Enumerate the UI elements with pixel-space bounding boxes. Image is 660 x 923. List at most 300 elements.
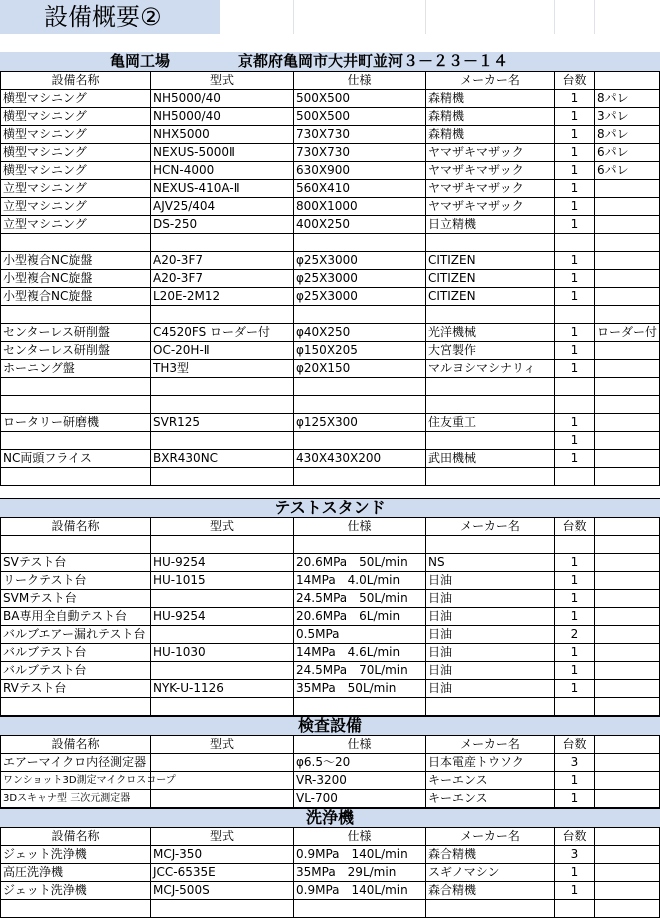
name-cell	[0, 432, 150, 449]
spec-cell: 730X730	[293, 144, 425, 161]
count-cell: 1	[554, 432, 594, 449]
table-row	[0, 342, 660, 360]
model-cell: 型式	[150, 72, 293, 89]
factory-name: 亀岡工場	[110, 52, 171, 70]
model-cell: NEXUS-5000Ⅱ	[150, 144, 293, 161]
maker-cell: 日油	[425, 626, 554, 643]
table-row	[0, 288, 660, 306]
name-cell	[0, 234, 150, 251]
column-header-row	[0, 72, 660, 90]
spec-cell	[293, 432, 425, 449]
count-cell: 1	[554, 662, 594, 679]
spec-cell: φ125X300	[293, 414, 425, 431]
name-cell	[0, 396, 150, 413]
table-row	[0, 590, 660, 608]
note-cell	[594, 554, 660, 571]
note-cell	[594, 882, 660, 899]
table-row	[0, 414, 660, 432]
maker-cell: 森精機	[425, 90, 554, 107]
maker-cell: ヤマザキマザック	[425, 162, 554, 179]
maker-cell: 森精機	[425, 108, 554, 125]
model-cell: DS-250	[150, 216, 293, 233]
model-cell	[150, 234, 293, 251]
count-cell	[554, 698, 594, 715]
table-row	[0, 396, 660, 414]
count-cell: 1	[554, 590, 594, 607]
count-cell: 3	[554, 846, 594, 863]
name-cell: ジェット洗浄機	[0, 846, 150, 863]
model-cell	[150, 432, 293, 449]
count-cell: 台数	[554, 736, 594, 753]
maker-cell: メーカー名	[425, 828, 554, 845]
model-cell: AJV25/404	[150, 198, 293, 215]
note-cell	[594, 270, 660, 287]
model-cell	[150, 900, 293, 917]
note-cell	[594, 698, 660, 715]
count-cell: 2	[554, 626, 594, 643]
name-cell: ワンショット3D測定マイクロスコープ	[0, 772, 150, 789]
spec-cell	[293, 396, 425, 413]
count-cell: 1	[554, 144, 594, 161]
count-cell	[554, 234, 594, 251]
maker-cell: 光洋機械	[425, 324, 554, 341]
table-row	[0, 108, 660, 126]
table-row	[0, 772, 660, 790]
spec-cell: 20.6MPa 50L/min	[293, 554, 425, 571]
spec-cell: φ40X250	[293, 324, 425, 341]
model-cell: MCJ-350	[150, 846, 293, 863]
table-row	[0, 882, 660, 900]
model-cell: L20E-2M12	[150, 288, 293, 305]
note-cell	[594, 518, 660, 535]
name-cell: センターレス研削盤	[0, 324, 150, 341]
table-row	[0, 90, 660, 108]
table-row	[0, 662, 660, 680]
note-cell	[594, 572, 660, 589]
spec-cell	[293, 468, 425, 485]
note-cell	[594, 342, 660, 359]
name-cell: バルブエアー漏れテスト台	[0, 626, 150, 643]
section-header	[0, 808, 660, 828]
spec-cell: 仕様	[293, 736, 425, 753]
spec-cell: 500X500	[293, 108, 425, 125]
note-cell	[594, 864, 660, 881]
table-row	[0, 324, 660, 342]
spec-cell	[293, 378, 425, 395]
model-cell	[150, 536, 293, 553]
note-cell: 3パレ	[594, 108, 660, 125]
equipment-sheet	[0, 52, 660, 923]
table-row	[0, 180, 660, 198]
maker-cell: スギノマシン	[425, 864, 554, 881]
maker-cell: 森合精機	[425, 846, 554, 863]
name-cell: 小型複合NC旋盤	[0, 252, 150, 269]
maker-cell: ヤマザキマザック	[425, 144, 554, 161]
count-cell: 1	[554, 324, 594, 341]
model-cell: MCJ-500S	[150, 882, 293, 899]
table-row	[0, 572, 660, 590]
spec-cell: VL-700	[293, 790, 425, 807]
maker-cell: 日本電産トウソク	[425, 754, 554, 771]
section-title: テストスタンド	[274, 498, 386, 517]
table-row	[0, 468, 660, 486]
maker-cell: マルヨシマシナリィ	[425, 360, 554, 377]
table-row	[0, 450, 660, 468]
count-cell: 台数	[554, 828, 594, 845]
empty-header-grid	[220, 0, 660, 34]
count-cell: 1	[554, 414, 594, 431]
model-cell: A20-3F7	[150, 252, 293, 269]
maker-cell: メーカー名	[425, 518, 554, 535]
spec-cell: VR-3200	[293, 772, 425, 789]
count-cell: 1	[554, 644, 594, 661]
name-cell: 設備名称	[0, 736, 150, 753]
spec-cell: φ25X3000	[293, 288, 425, 305]
model-cell: NHX5000	[150, 126, 293, 143]
name-cell: 横型マシニング	[0, 126, 150, 143]
spec-cell	[293, 698, 425, 715]
count-cell: 1	[554, 180, 594, 197]
name-cell: NC両頭フライス	[0, 450, 150, 467]
note-cell	[594, 396, 660, 413]
spec-cell: 0.9MPa 140L/min	[293, 882, 425, 899]
maker-cell: キーエンス	[425, 772, 554, 789]
note-cell	[594, 180, 660, 197]
model-cell: NH5000/40	[150, 108, 293, 125]
spec-cell: 35MPa 50L/min	[293, 680, 425, 697]
name-cell: RVテスト台	[0, 680, 150, 697]
spec-cell: 800X1000	[293, 198, 425, 215]
count-cell	[554, 468, 594, 485]
count-cell: 1	[554, 450, 594, 467]
table-row	[0, 698, 660, 716]
maker-cell	[425, 432, 554, 449]
model-cell: NH5000/40	[150, 90, 293, 107]
maker-cell: メーカー名	[425, 736, 554, 753]
name-cell: 設備名称	[0, 72, 150, 89]
note-cell	[594, 468, 660, 485]
spec-cell: 24.5MPa 70L/min	[293, 662, 425, 679]
note-cell	[594, 198, 660, 215]
note-cell: 8パレ	[594, 90, 660, 107]
maker-cell	[425, 536, 554, 553]
note-cell	[594, 378, 660, 395]
note-cell: 8パレ	[594, 126, 660, 143]
note-cell	[594, 644, 660, 661]
note-cell: ローダー付	[594, 324, 660, 341]
model-cell	[150, 468, 293, 485]
count-cell: 1	[554, 864, 594, 881]
model-cell: 型式	[150, 518, 293, 535]
count-cell: 1	[554, 790, 594, 807]
name-cell: 横型マシニング	[0, 90, 150, 107]
table-row	[0, 378, 660, 396]
spec-cell	[293, 536, 425, 553]
spec-cell: φ20X150	[293, 360, 425, 377]
spec-cell: 仕様	[293, 72, 425, 89]
model-cell	[150, 396, 293, 413]
spec-cell: φ25X3000	[293, 252, 425, 269]
note-cell	[594, 590, 660, 607]
count-cell: 1	[554, 90, 594, 107]
name-cell: リークテスト台	[0, 572, 150, 589]
model-cell: BXR430NC	[150, 450, 293, 467]
spec-cell: 400X250	[293, 216, 425, 233]
document-title: 設備概要②	[44, 3, 162, 31]
name-cell: バルブテスト台	[0, 644, 150, 661]
name-cell: ロータリー研磨機	[0, 414, 150, 431]
maker-cell: 日立精機	[425, 216, 554, 233]
model-cell: NEXUS-410A-Ⅱ	[150, 180, 293, 197]
maker-cell	[425, 900, 554, 917]
count-cell: 1	[554, 572, 594, 589]
note-cell	[594, 900, 660, 917]
count-cell: 3	[554, 754, 594, 771]
name-cell: 横型マシニング	[0, 162, 150, 179]
table-row	[0, 252, 660, 270]
title-banner	[0, 0, 220, 34]
spec-cell: φ6.5～20	[293, 754, 425, 771]
maker-cell: CITIZEN	[425, 270, 554, 287]
table-row	[0, 680, 660, 698]
model-cell	[150, 626, 293, 643]
note-cell	[594, 216, 660, 233]
count-cell	[554, 900, 594, 917]
model-cell: 型式	[150, 736, 293, 753]
table-row	[0, 198, 660, 216]
note-cell	[594, 288, 660, 305]
spec-cell: 0.5MPa	[293, 626, 425, 643]
table-row	[0, 900, 660, 918]
note-cell	[594, 790, 660, 807]
table-row	[0, 270, 660, 288]
spec-cell	[293, 234, 425, 251]
spec-cell	[293, 306, 425, 323]
table-row	[0, 432, 660, 450]
spec-cell: 仕様	[293, 828, 425, 845]
table-row	[0, 790, 660, 808]
model-cell: NYK-U-1126	[150, 680, 293, 697]
maker-cell: NS	[425, 554, 554, 571]
note-cell	[594, 234, 660, 251]
maker-cell: 日油	[425, 608, 554, 625]
name-cell: エアーマイクロ内径測定器	[0, 754, 150, 771]
count-cell: 1	[554, 772, 594, 789]
count-cell: 台数	[554, 518, 594, 535]
section-header	[0, 498, 660, 518]
note-cell	[594, 608, 660, 625]
model-cell: A20-3F7	[150, 270, 293, 287]
note-cell	[594, 414, 660, 431]
note-cell	[594, 736, 660, 753]
column-header-row	[0, 736, 660, 754]
factory-banner	[0, 52, 660, 72]
count-cell: 1	[554, 554, 594, 571]
note-cell	[594, 846, 660, 863]
model-cell	[150, 378, 293, 395]
maker-cell: 日油	[425, 644, 554, 661]
spec-cell: 14MPa 4.6L/min	[293, 644, 425, 661]
note-cell	[594, 450, 660, 467]
name-cell: ジェット洗浄機	[0, 882, 150, 899]
model-cell: 型式	[150, 828, 293, 845]
model-cell: HU-9254	[150, 608, 293, 625]
count-cell: 1	[554, 882, 594, 899]
spec-cell: 430X430X200	[293, 450, 425, 467]
model-cell: HCN-4000	[150, 162, 293, 179]
maker-cell: CITIZEN	[425, 288, 554, 305]
table-row	[0, 216, 660, 234]
spec-cell: 560X410	[293, 180, 425, 197]
name-cell	[0, 378, 150, 395]
count-cell: 1	[554, 108, 594, 125]
name-cell: 立型マシニング	[0, 216, 150, 233]
section-header	[0, 716, 660, 736]
model-cell	[150, 662, 293, 679]
model-cell: TH3型	[150, 360, 293, 377]
model-cell	[150, 306, 293, 323]
count-cell: 台数	[554, 72, 594, 89]
table-row	[0, 644, 660, 662]
model-cell	[150, 790, 293, 807]
maker-cell: ヤマザキマザック	[425, 180, 554, 197]
table-row	[0, 626, 660, 644]
model-cell	[150, 590, 293, 607]
maker-cell: CITIZEN	[425, 252, 554, 269]
spec-cell: 24.5MPa 50L/min	[293, 590, 425, 607]
maker-cell: 日油	[425, 680, 554, 697]
spec-cell: 仕様	[293, 518, 425, 535]
table-row	[0, 846, 660, 864]
name-cell: 立型マシニング	[0, 198, 150, 215]
note-cell	[594, 72, 660, 89]
name-cell: 横型マシニング	[0, 108, 150, 125]
count-cell: 1	[554, 216, 594, 233]
maker-cell	[425, 234, 554, 251]
maker-cell: ヤマザキマザック	[425, 198, 554, 215]
count-cell	[554, 306, 594, 323]
note-cell	[594, 772, 660, 789]
table-row	[0, 536, 660, 554]
model-cell: C4520FS ローダー付	[150, 324, 293, 341]
spec-cell: 0.9MPa 140L/min	[293, 846, 425, 863]
spec-cell: φ150X205	[293, 342, 425, 359]
maker-cell: 住友重工	[425, 414, 554, 431]
column-header-row	[0, 518, 660, 536]
maker-cell: 日油	[425, 662, 554, 679]
spec-cell: 730X730	[293, 126, 425, 143]
table-row	[0, 126, 660, 144]
maker-cell: 森精機	[425, 126, 554, 143]
model-cell	[150, 754, 293, 771]
name-cell: 横型マシニング	[0, 144, 150, 161]
name-cell: バルブテスト台	[0, 662, 150, 679]
count-cell: 1	[554, 680, 594, 697]
table-row	[0, 754, 660, 772]
note-cell	[594, 626, 660, 643]
table-row	[0, 162, 660, 180]
spec-cell	[293, 900, 425, 917]
maker-cell	[425, 468, 554, 485]
name-cell	[0, 900, 150, 917]
name-cell: ホーニング盤	[0, 360, 150, 377]
count-cell: 1	[554, 198, 594, 215]
maker-cell: キーエンス	[425, 790, 554, 807]
note-cell: 6パレ	[594, 162, 660, 179]
maker-cell	[425, 378, 554, 395]
spec-cell: 630X900	[293, 162, 425, 179]
maker-cell: メーカー名	[425, 72, 554, 89]
spec-cell: 500X500	[293, 90, 425, 107]
note-cell	[594, 754, 660, 771]
name-cell	[0, 698, 150, 715]
name-cell: センターレス研削盤	[0, 342, 150, 359]
count-cell	[554, 536, 594, 553]
table-row	[0, 234, 660, 252]
model-cell	[150, 772, 293, 789]
name-cell	[0, 536, 150, 553]
name-cell: 立型マシニング	[0, 180, 150, 197]
table-row	[0, 864, 660, 882]
name-cell: 小型複合NC旋盤	[0, 288, 150, 305]
spec-cell: 14MPa 4.0L/min	[293, 572, 425, 589]
spec-cell: φ25X3000	[293, 270, 425, 287]
count-cell: 1	[554, 360, 594, 377]
name-cell: SVMテスト台	[0, 590, 150, 607]
model-cell	[150, 698, 293, 715]
table-row	[0, 608, 660, 626]
name-cell: 小型複合NC旋盤	[0, 270, 150, 287]
spec-cell: 35MPa 29L/min	[293, 864, 425, 881]
name-cell: 設備名称	[0, 518, 150, 535]
maker-cell: 森合精機	[425, 882, 554, 899]
spec-cell: 20.6MPa 6L/min	[293, 608, 425, 625]
table-row	[0, 306, 660, 324]
note-cell	[594, 432, 660, 449]
maker-cell	[425, 306, 554, 323]
count-cell	[554, 396, 594, 413]
maker-cell: 武田機械	[425, 450, 554, 467]
model-cell: SVR125	[150, 414, 293, 431]
table-row	[0, 360, 660, 378]
count-cell: 1	[554, 162, 594, 179]
count-cell: 1	[554, 342, 594, 359]
count-cell: 1	[554, 608, 594, 625]
count-cell: 1	[554, 252, 594, 269]
note-cell: 6パレ	[594, 144, 660, 161]
model-cell: HU-1030	[150, 644, 293, 661]
count-cell: 1	[554, 270, 594, 287]
table-row	[0, 144, 660, 162]
note-cell	[594, 662, 660, 679]
maker-cell	[425, 396, 554, 413]
name-cell: BA専用全自動テスト台	[0, 608, 150, 625]
name-cell: 3Dスキャナ型 三次元測定器	[0, 790, 150, 807]
table-row	[0, 554, 660, 572]
name-cell	[0, 306, 150, 323]
maker-cell	[425, 698, 554, 715]
name-cell	[0, 468, 150, 485]
note-cell	[594, 828, 660, 845]
note-cell	[594, 306, 660, 323]
count-cell	[554, 378, 594, 395]
column-header-row	[0, 828, 660, 846]
note-cell	[594, 360, 660, 377]
note-cell	[594, 252, 660, 269]
name-cell: 高圧洗浄機	[0, 864, 150, 881]
name-cell: 設備名称	[0, 828, 150, 845]
count-cell: 1	[554, 126, 594, 143]
